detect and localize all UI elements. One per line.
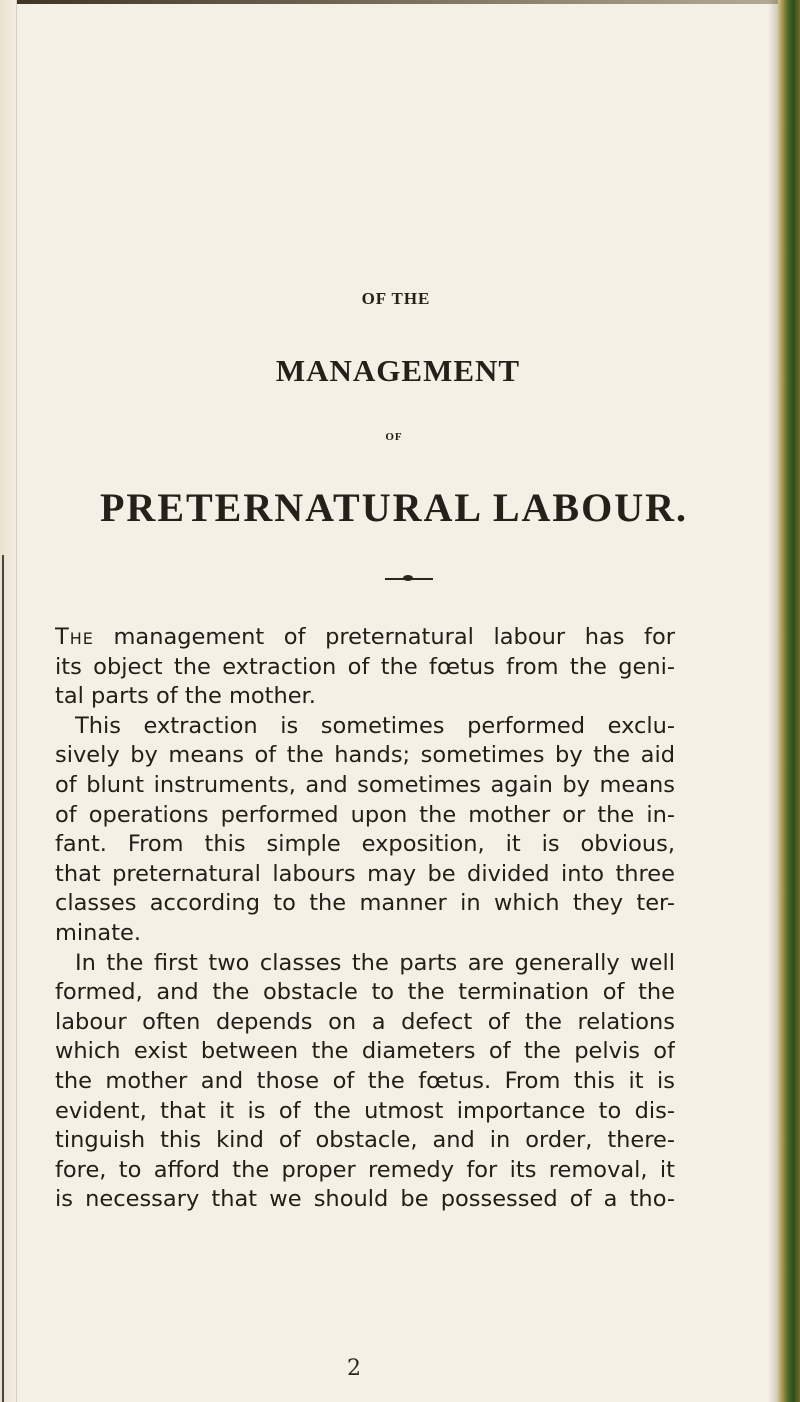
text-line: The management of preternatural labour has for [55, 624, 675, 650]
text-line: This extraction is sometimes performed exclu- [75, 712, 675, 739]
text-line: labour often depends on a defect of the relations [55, 1008, 675, 1035]
left-page-edge-line [2, 555, 4, 1402]
text-line: fant. From this simple exposition, it is obvious, [55, 831, 675, 858]
text-line: of operations performed upon the mother or the in- [55, 801, 675, 828]
binding-shade [768, 0, 778, 1402]
heading-of: OF [385, 431, 403, 443]
body-text [55, 623, 675, 1215]
lead-word: The [55, 624, 94, 650]
page-top-shadow [0, 0, 800, 4]
text-line: its object the extraction of the fœtus from the geni- [55, 653, 675, 680]
signature-mark: 2 [347, 1356, 361, 1381]
text-line: the mother and those of the fœtus. From this it is [55, 1067, 675, 1094]
text-line: evident, that it is of the utmost importance to dis- [55, 1097, 675, 1124]
text-line: sively by means of the hands; sometimes by the aid [55, 742, 675, 769]
book-binding-edge [778, 0, 800, 1402]
ornamental-rule-center [403, 575, 413, 581]
text-line: formed, and the obstacle to the termination of the [55, 979, 675, 1006]
heading-management: MANAGEMENT [275, 353, 521, 388]
text-line: In the first two classes the parts are generally well [75, 949, 675, 976]
heading-of-the: OF THE [361, 289, 431, 308]
text-line: is necessary that we should be possessed of a tho- [55, 1186, 675, 1213]
text-line: tal parts of the mother. [55, 683, 316, 710]
text-line: that preternatural labours may be divided into three [55, 860, 675, 887]
text-line: of blunt instruments, and sometimes again by means [55, 771, 675, 798]
text-line: which exist between the diameters of the pelvis of [55, 1038, 675, 1065]
text-line: tinguish this kind of obstacle, and in order, there- [55, 1127, 675, 1154]
text-line: minate. [55, 919, 142, 946]
text-line: fore, to afford the proper remedy for its removal, it [55, 1156, 675, 1183]
text-line: classes according to the manner in which they ter- [55, 890, 675, 917]
chapter-title: PRETERNATURAL LABOUR. [100, 485, 688, 530]
